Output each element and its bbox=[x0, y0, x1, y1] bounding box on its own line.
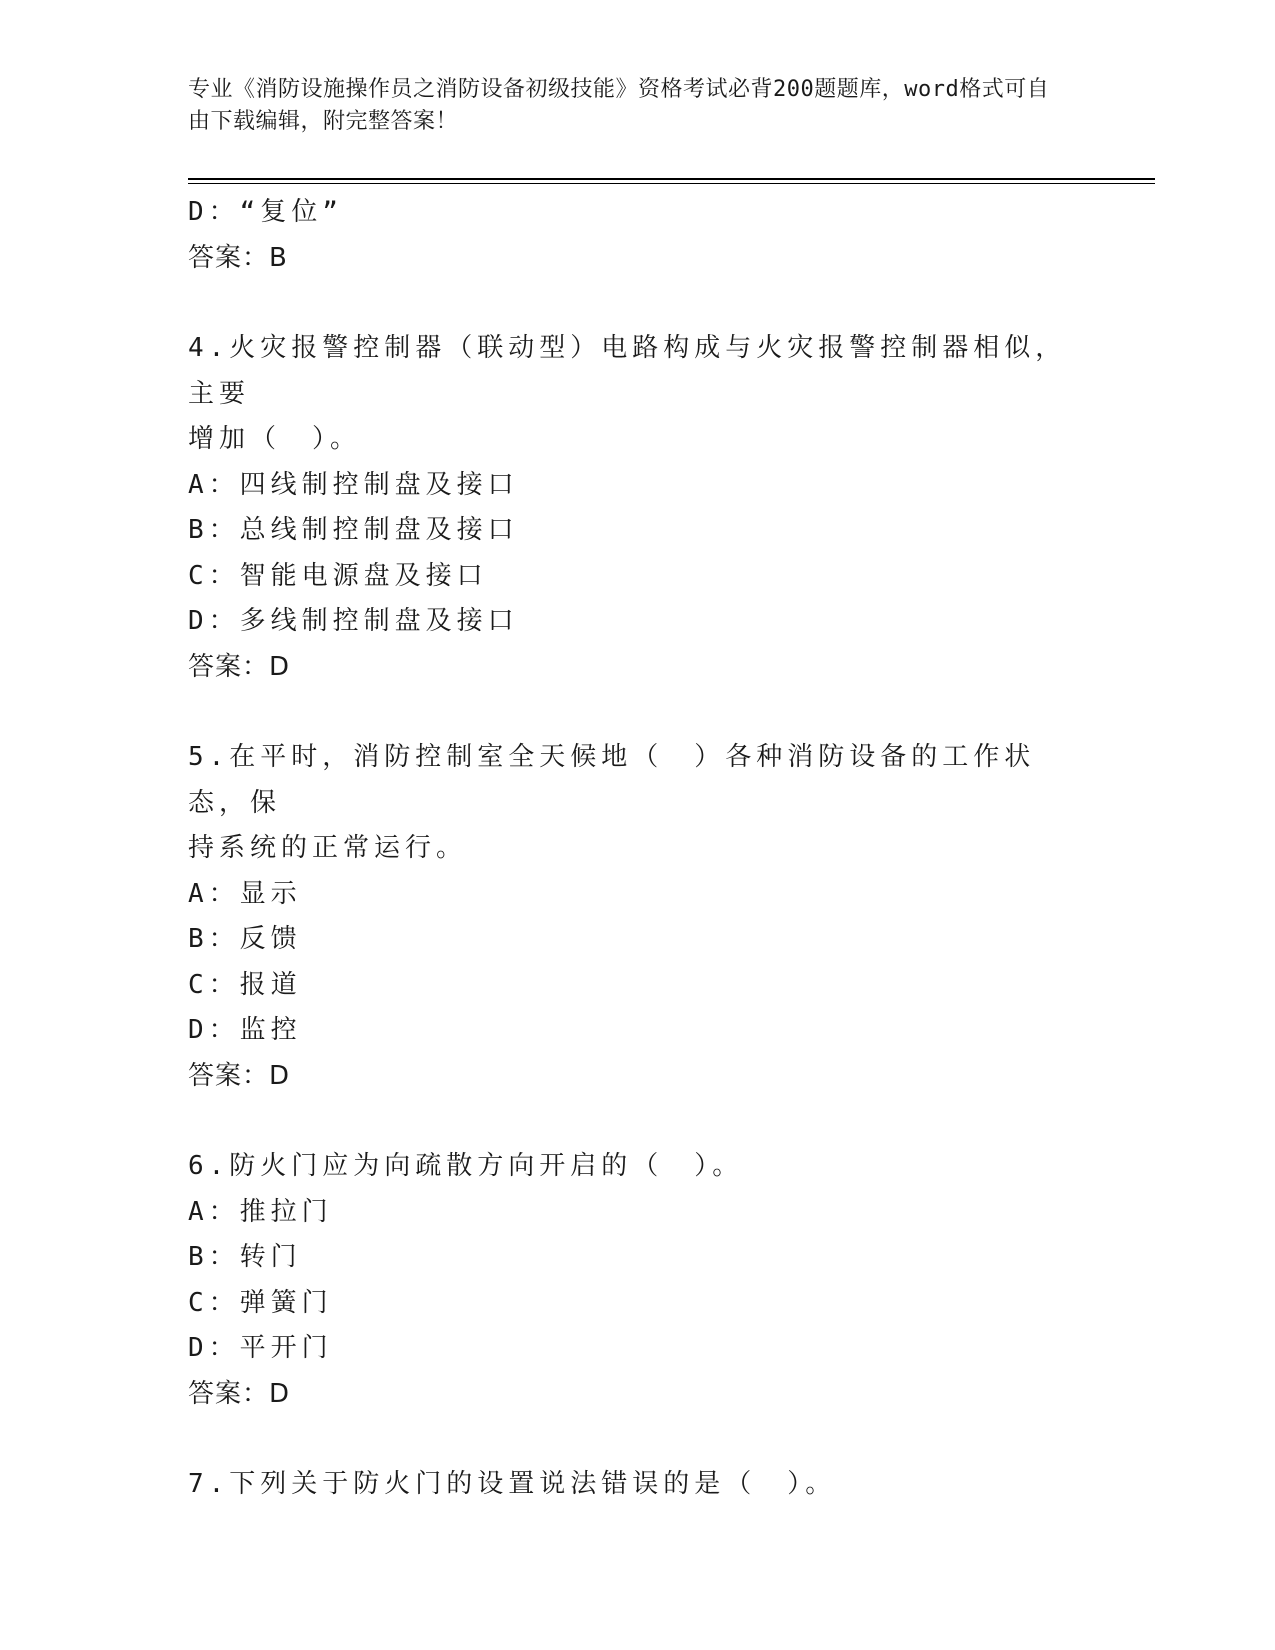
question-4 bbox=[188, 326, 1088, 690]
option-b: B：转门 bbox=[188, 1242, 302, 1272]
spacer bbox=[188, 1099, 1088, 1144]
question-stem: 4.火灾报警控制器（联动型）电路构成与火灾报警控制器相似，主要 bbox=[188, 333, 1067, 409]
option-a: A：四线制控制盘及接口 bbox=[188, 469, 519, 500]
document-header: 专业《消防设施操作员之消防设备初级技能》资格考试必背200题题库，word格式可自由下载编辑，附完整答案！ bbox=[188, 77, 1050, 134]
option-a: A：显示 bbox=[188, 878, 302, 909]
question-5 bbox=[188, 735, 1088, 1099]
option-c: C：报道 bbox=[188, 969, 302, 1000]
option-b: B：总线制控制盘及接口 bbox=[188, 515, 519, 545]
spacer bbox=[188, 1417, 1088, 1462]
question-stem: 7.下列关于防火门的设置说法错误的是（ ）。 bbox=[188, 1469, 837, 1499]
option-d: D：平开门 bbox=[188, 1333, 333, 1363]
answer: 答案：D bbox=[188, 1378, 291, 1409]
spacer bbox=[188, 690, 1088, 735]
question-6 bbox=[188, 1144, 1088, 1417]
question-stem: 5.在平时，消防控制室全天候地（ ）各种消防设备的工作状态，保 bbox=[188, 742, 1036, 818]
question-stem-continued: 增加（ ）。 bbox=[188, 424, 362, 454]
option-a: A：推拉门 bbox=[188, 1196, 333, 1227]
question-stem: 6.防火门应为向疏散方向开启的（ ）。 bbox=[188, 1151, 744, 1181]
option-d: D：监控 bbox=[188, 1015, 302, 1045]
option-c: C：弹簧门 bbox=[188, 1287, 333, 1318]
spacer bbox=[188, 281, 1088, 326]
question-stem-continued: 持系统的正常运行。 bbox=[188, 833, 468, 863]
header-divider bbox=[188, 178, 1155, 184]
answer: 答案：D bbox=[188, 651, 291, 682]
option-b: B：反馈 bbox=[188, 924, 302, 954]
prev-option-d: D：“复位” bbox=[188, 197, 343, 227]
question-7 bbox=[188, 1462, 1088, 1508]
answer: 答案：D bbox=[188, 1060, 291, 1091]
option-c: C：智能电源盘及接口 bbox=[188, 560, 488, 591]
question-list bbox=[188, 190, 1088, 1508]
prev-answer: 答案：B bbox=[188, 242, 288, 273]
option-d: D：多线制控制盘及接口 bbox=[188, 606, 519, 636]
